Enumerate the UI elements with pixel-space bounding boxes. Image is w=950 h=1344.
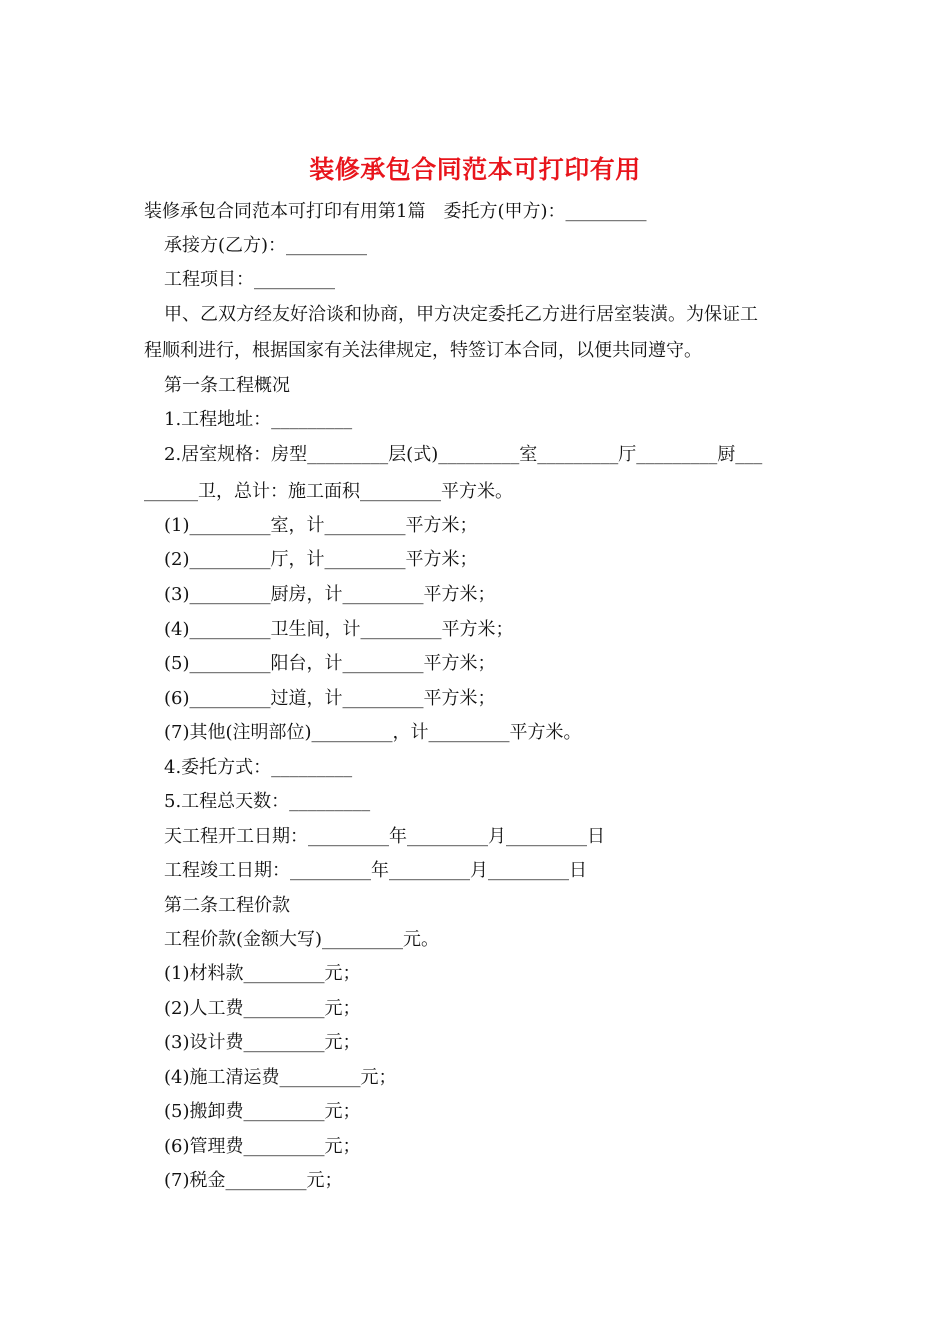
text-line: (2)_________厅，计_________平方米； xyxy=(164,549,478,570)
text-line: (7)其他(注明部位)_________，计_________平方米。 xyxy=(164,722,582,743)
text-line: 第二条工程价款 xyxy=(164,895,290,916)
text-line: 天工程开工日期：_________年_________月_________日 xyxy=(164,826,605,847)
text-line: (3)设计费_________元； xyxy=(164,1032,361,1053)
text-line: 5.工程总天数：_________ xyxy=(164,791,371,812)
text-line: 第一条工程概况 xyxy=(164,375,290,396)
text-line: 工程竣工日期：_________年_________月_________日 xyxy=(164,860,587,881)
text-line: (1)_________室，计_________平方米； xyxy=(164,515,478,536)
text-line: (4)_________卫生间，计_________平方米； xyxy=(164,619,514,640)
text-line: 装修承包合同范本可打印有用第1篇 委托方(甲方)：_________ xyxy=(144,201,647,222)
text-line: (7)税金_________元； xyxy=(164,1170,343,1191)
text-line: 甲、乙双方经友好洽谈和协商，甲方决定委托乙方进行居室装潢。为保证工 xyxy=(164,304,758,325)
text-line: 承接方(乙方)：_________ xyxy=(164,235,368,256)
text-line: 2.居室规格：房型_________层(式)_________室_________厅_________厨___ xyxy=(164,444,763,465)
text-line: 程顺利进行，根据国家有关法律规定，特签订本合同，以便共同遵守。 xyxy=(144,340,702,361)
text-line: (6)_________过道，计_________平方米； xyxy=(164,688,496,709)
text-line: (3)_________厨房，计_________平方米； xyxy=(164,584,496,605)
document-title: 装修承包合同范本可打印有用 xyxy=(309,155,641,184)
text-line: 4.委托方式：_________ xyxy=(164,757,353,778)
text-line: 1.工程地址：_________ xyxy=(164,409,353,430)
text-line: ______卫，总计：施工面积_________平方米。 xyxy=(144,481,513,502)
text-line: (4)施工清运费_________元； xyxy=(164,1067,397,1088)
text-line: 工程价款(金额大写)_________元。 xyxy=(164,929,440,950)
text-line: (5)搬卸费_________元； xyxy=(164,1101,361,1122)
text-line: (5)_________阳台，计_________平方米； xyxy=(164,653,496,674)
text-line: (2)人工费_________元； xyxy=(164,998,361,1019)
text-line: (1)材料款_________元； xyxy=(164,963,361,984)
text-line: (6)管理费_________元； xyxy=(164,1136,361,1157)
text-line: 工程项目：_________ xyxy=(164,269,335,290)
